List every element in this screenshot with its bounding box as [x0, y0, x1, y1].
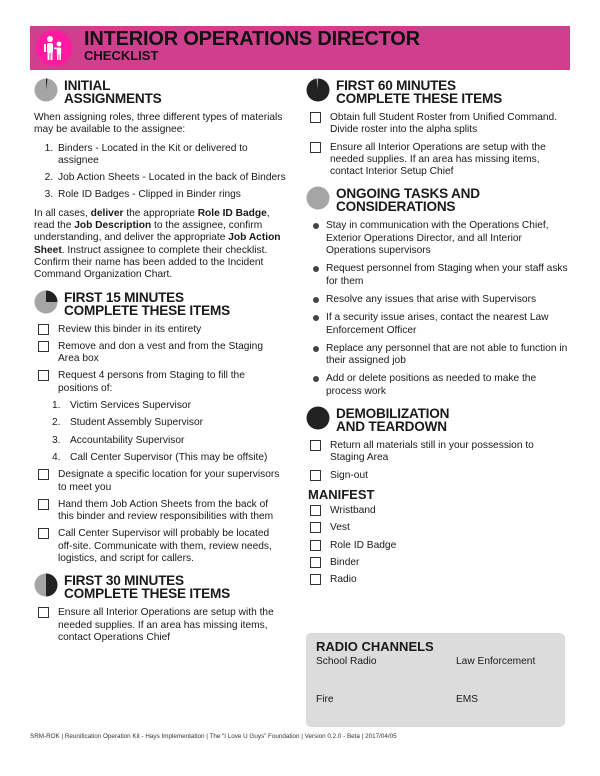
- ongoing-list: [306, 220, 568, 398]
- manifest-item[interactable]: Binder: [306, 557, 568, 569]
- intro-text: When assigning roles, three different types of materials may be available to the assignee:: [34, 112, 283, 136]
- status-circle-icon: [306, 186, 330, 210]
- checklist-item[interactable]: Ensure all Interior Operations are setup with the needed supplies. If an area has missing items, contact Interior Setup Chief: [306, 142, 568, 179]
- bullet-icon: [313, 376, 319, 382]
- status-circle-icon: [306, 406, 330, 430]
- bullet-icon: [313, 346, 319, 352]
- channel-ems: EMS: [456, 694, 479, 705]
- checklist-item[interactable]: Review this binder in its entirety: [34, 324, 286, 336]
- checklist-item[interactable]: Remove and don a vest and from the Staging Area box: [34, 341, 286, 366]
- radio-channels-grid: [316, 656, 555, 712]
- channel-law-enforcement: Law Enforcement: [456, 656, 536, 667]
- section-title: INITIAL ASSIGNMENTS: [64, 78, 162, 106]
- section-title: FIRST 30 MINUTES COMPLETE THESE ITEMS: [64, 573, 230, 602]
- radio-channels-box: [306, 633, 565, 727]
- list-item: 1. Binders - Located in the Kit or delivered to assignee: [56, 143, 286, 168]
- checkbox[interactable]: [38, 607, 49, 618]
- checkbox[interactable]: [310, 574, 321, 585]
- checkbox[interactable]: [38, 528, 49, 539]
- checkbox[interactable]: [38, 469, 49, 480]
- section-title: DEMOBILIZATION AND TEARDOWN: [336, 406, 450, 435]
- section-title: FIRST 15 MINUTES COMPLETE THESE ITEMS: [64, 289, 230, 318]
- section-first-60-minutes: [306, 78, 568, 106]
- right-column: [306, 78, 568, 591]
- section-first-30-minutes: [34, 573, 286, 601]
- list-item: 1. Victim Services Supervisor: [52, 400, 191, 412]
- checklist-item[interactable]: Sign-out: [306, 470, 568, 482]
- page-title: INTERIOR OPERATIONS DIRECTOR: [84, 28, 420, 50]
- checklist-item[interactable]: Return all materials still in your possession to Staging Area: [306, 440, 568, 465]
- checklist-item[interactable]: Request 4 persons from Staging to fill the positions of:: [34, 370, 286, 395]
- section-demobilization: [306, 406, 568, 434]
- manifest-item[interactable]: Wristband: [306, 505, 568, 517]
- bullet-icon: [313, 297, 319, 303]
- bullet-icon: [313, 223, 319, 229]
- section-initial-assignments: [34, 78, 286, 106]
- checkbox[interactable]: [310, 557, 321, 568]
- manifest-title: MANIFEST: [308, 486, 375, 502]
- manifest-item[interactable]: Vest: [306, 522, 568, 534]
- checklist-item[interactable]: Ensure all Interior Operations are setup with the needed supplies. If an area has missing items, contact Operations Chief: [34, 607, 286, 644]
- checklist-item[interactable]: Obtain full Student Roster from Unified Command. Divide roster into the alpha splits: [306, 112, 568, 137]
- materials-list: [34, 143, 286, 202]
- list-item: 2. Student Assembly Supervisor: [52, 417, 204, 429]
- list-item: 4. Call Center Supervisor (This may be offsite): [52, 451, 268, 463]
- list-item: If a security issue arises, contact the nearest Law Enforcement Officer: [306, 312, 568, 337]
- checklist-item[interactable]: Designate a specific location for your supervisors to meet you: [34, 469, 286, 494]
- channel-school-radio: School Radio: [316, 656, 377, 667]
- section-first-15-minutes: [34, 290, 286, 318]
- bullet-icon: [313, 266, 319, 272]
- checkbox[interactable]: [38, 499, 49, 510]
- manifest-item[interactable]: Role ID Badge: [306, 540, 568, 552]
- checklist-item[interactable]: Hand them Job Action Sheets from the back of this binder and review responsibilities with them: [34, 499, 286, 524]
- checklist-item[interactable]: Call Center Supervisor will probably be located off-site. Communicate with them, review needs, logistics, and script for callers.: [34, 528, 286, 565]
- checkbox[interactable]: [310, 470, 321, 481]
- channel-fire: Fire: [316, 694, 334, 705]
- checkbox[interactable]: [38, 324, 49, 335]
- checkbox[interactable]: [310, 540, 321, 551]
- footer-text: SRM-ROK | Reunification Operation Kit - Hays Implementation | The “I Love U Guys” Foundation | Version 0.2.0 - Beta | 2017/04/05: [30, 733, 397, 740]
- checkbox[interactable]: [310, 440, 321, 451]
- progress-pie-icon: [34, 290, 58, 314]
- positions-list: [34, 400, 286, 464]
- progress-pie-icon: [34, 78, 58, 102]
- radio-channels-title: RADIO CHANNELS: [316, 639, 434, 654]
- list-item: 3. Role ID Badges - Clipped in Binder rings: [56, 189, 286, 201]
- progress-pie-icon: [306, 78, 330, 102]
- list-item: Stay in communication with the Operations Chief, Exterior Operations Director, and all Interior Operations supervisors: [306, 220, 568, 257]
- left-column: [34, 78, 286, 649]
- list-item: Request personnel from Staging when your staff asks for them: [306, 263, 568, 288]
- header-banner: [30, 26, 570, 70]
- checkbox[interactable]: [310, 505, 321, 516]
- list-item: 3. Accountability Supervisor: [52, 434, 185, 446]
- manifest-item[interactable]: Radio: [306, 574, 568, 586]
- checkbox[interactable]: [38, 341, 49, 352]
- checkbox[interactable]: [38, 370, 49, 381]
- checkbox[interactable]: [310, 142, 321, 153]
- section-ongoing-tasks: [306, 186, 568, 214]
- checkbox[interactable]: [310, 522, 321, 533]
- list-item: Replace any personnel that are not able to function in their assigned job: [306, 343, 568, 368]
- section-title: FIRST 60 MINUTES COMPLETE THESE ITEMS: [336, 78, 502, 106]
- page-subtitle: CHECKLIST: [84, 48, 159, 63]
- list-item: 2. Job Action Sheets - Located in the back of Binders: [56, 172, 286, 184]
- delivery-instructions: In all cases, deliver the appropriate Role ID Badge, read the Job Description to the assignee, confirm understanding, and deliver the appropriate Job Action Sheet. Instruct assignee to complete their checklist. Confirm their name has been added to the Incident Command Organization Chart.: [34, 207, 281, 281]
- progress-pie-icon: [34, 573, 58, 597]
- section-title: ONGOING TASKS AND CONSIDERATIONS: [336, 186, 480, 215]
- family-icon: [36, 30, 72, 66]
- list-item: Add or delete positions as needed to make the process work: [306, 373, 568, 398]
- list-item: Resolve any issues that arise with Supervisors: [306, 294, 568, 306]
- checkbox[interactable]: [310, 112, 321, 123]
- bullet-icon: [313, 315, 319, 321]
